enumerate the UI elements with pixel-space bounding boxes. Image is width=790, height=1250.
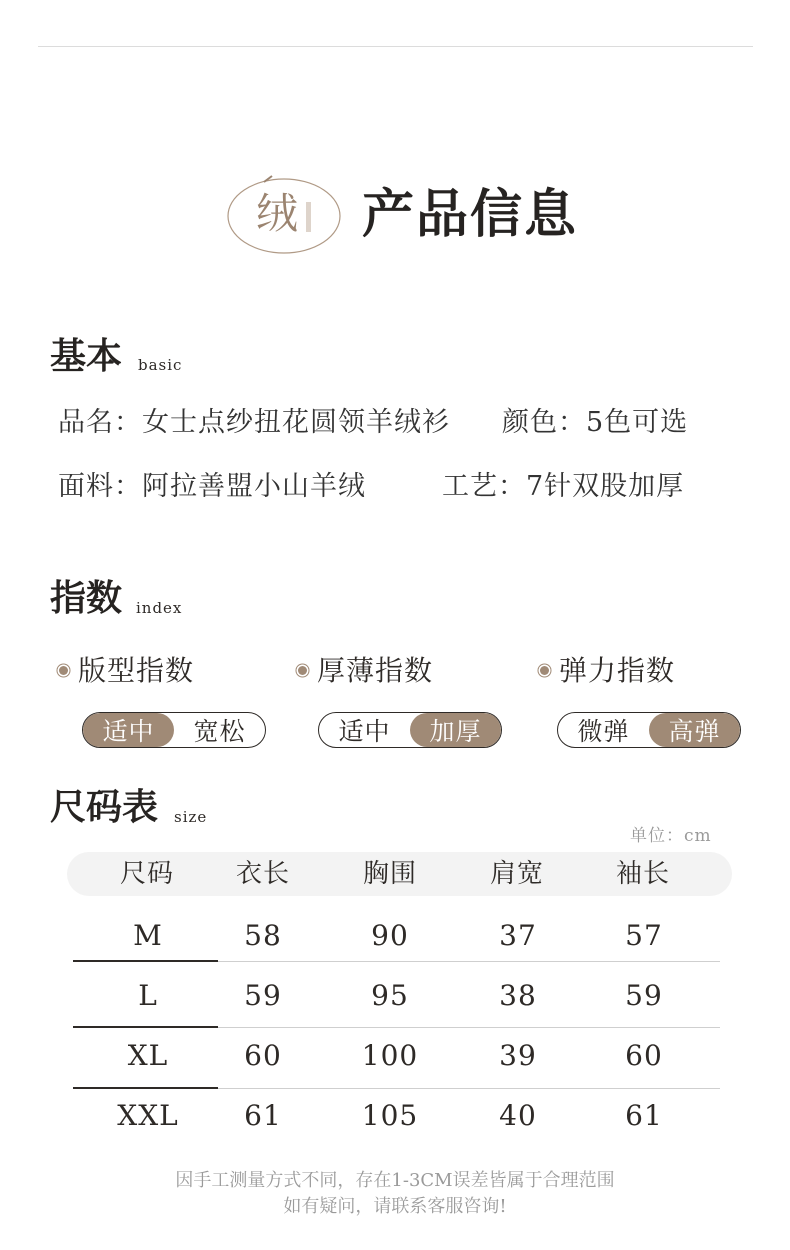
chest-cell: 95 <box>371 979 409 1012</box>
row-divider <box>73 960 218 962</box>
table-row <box>67 1096 732 1136</box>
stretch-index-scale <box>557 712 741 748</box>
brand-logo <box>226 172 346 258</box>
fit-option-regular: 适中 <box>83 713 174 747</box>
header-size: 尺码 <box>119 859 174 889</box>
thickness-option-thick: 加厚 <box>410 713 501 747</box>
stretch-index-label: 弹力指数 <box>559 654 676 687</box>
stretch-option-high: 高弹 <box>649 713 740 747</box>
header-length: 衣长 <box>235 859 290 889</box>
header-chest: 胸围 <box>362 859 417 889</box>
basic-section-title: 基本 <box>50 335 123 377</box>
bullet-icon <box>298 666 307 675</box>
unit-label: 单位：cm <box>630 826 712 846</box>
shoulder-cell: 39 <box>499 1039 537 1072</box>
thickness-index-label: 厚薄指数 <box>317 654 434 687</box>
chest-cell: 105 <box>361 1099 419 1132</box>
row-divider <box>73 1026 218 1028</box>
fit-index-label: 版型指数 <box>78 654 195 687</box>
length-cell: 59 <box>244 979 282 1012</box>
length-cell: 61 <box>244 1099 282 1132</box>
shoulder-cell: 40 <box>499 1099 537 1132</box>
product-name: 品名：女士点纱扭花圆领羊绒衫 <box>58 407 450 438</box>
sleeve-cell: 60 <box>625 1039 663 1072</box>
row-divider <box>73 1087 218 1089</box>
index-section-subtitle: index <box>136 599 183 617</box>
product-fabric: 面料：阿拉善盟小山羊绒 <box>58 471 366 502</box>
table-row <box>67 976 732 1016</box>
chest-cell: 100 <box>361 1039 419 1072</box>
bullet-icon <box>540 666 549 675</box>
size-section-title: 尺码表 <box>50 786 159 828</box>
header-shoulder: 肩宽 <box>489 859 544 889</box>
size-table-header <box>67 852 732 896</box>
row-divider <box>218 1088 720 1089</box>
top-divider <box>38 46 753 47</box>
sleeve-cell: 57 <box>625 919 663 952</box>
size-cell: M <box>133 919 163 952</box>
header-sleeve: 袖长 <box>615 859 670 889</box>
shoulder-cell: 37 <box>499 919 537 952</box>
row-divider <box>218 1027 720 1028</box>
table-row <box>67 916 732 956</box>
basic-section-subtitle: basic <box>138 356 183 374</box>
row-divider <box>218 961 720 962</box>
thickness-option-regular: 适中 <box>338 717 391 746</box>
thickness-index-scale <box>318 712 502 748</box>
measurement-note: 因手工测量方式不同，存在1-3CM误差皆属于合理范围 <box>175 1170 615 1191</box>
table-row <box>67 1036 732 1076</box>
sleeve-cell: 59 <box>625 979 663 1012</box>
size-section-subtitle: size <box>174 808 208 826</box>
product-craft: 工艺：7针双股加厚 <box>442 471 685 502</box>
logo-character: 绒 <box>256 189 299 238</box>
product-color: 颜色：5色可选 <box>502 407 689 438</box>
fit-index-scale <box>82 712 266 748</box>
size-cell: XL <box>127 1039 169 1072</box>
length-cell: 58 <box>244 919 282 952</box>
index-section-title: 指数 <box>50 577 123 619</box>
size-cell: L <box>138 979 158 1012</box>
contact-note: 如有疑问，请联系客服咨询! <box>283 1196 507 1217</box>
fit-option-loose: 宽松 <box>193 717 246 746</box>
shoulder-cell: 38 <box>499 979 537 1012</box>
size-cell: XXL <box>117 1099 179 1132</box>
page-title: 产品信息 <box>362 184 579 245</box>
length-cell: 60 <box>244 1039 282 1072</box>
stretch-option-slight: 微弹 <box>577 717 630 746</box>
sleeve-cell: 61 <box>625 1099 663 1132</box>
bullet-icon <box>59 666 68 675</box>
chest-cell: 90 <box>371 919 409 952</box>
